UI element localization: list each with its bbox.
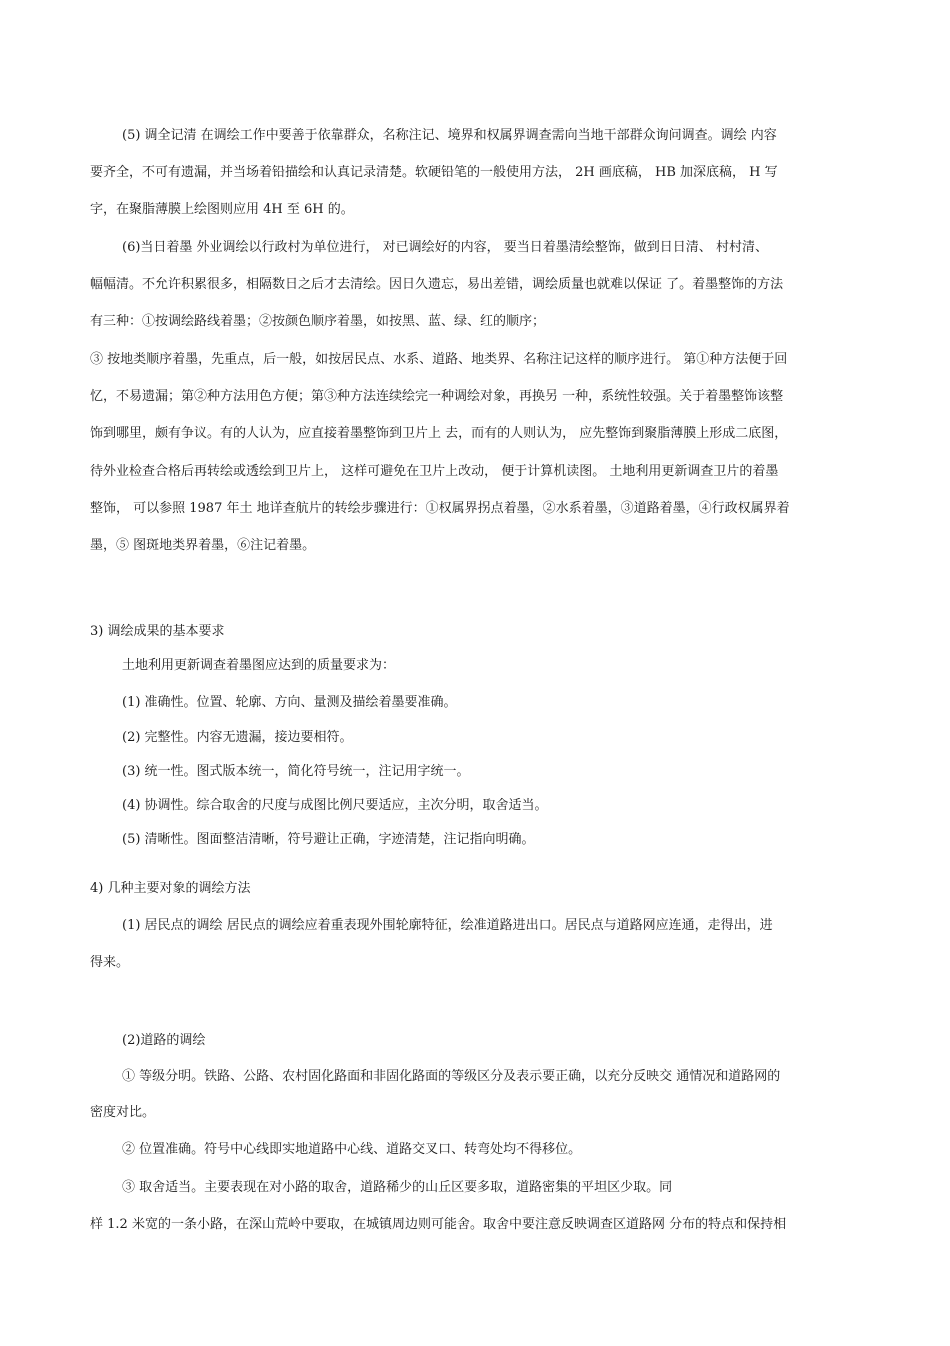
requirement-5: (5) 清晰性。图面整洁清晰，符号避让正确，字迹清楚，注记指向明确。 [122, 832, 535, 847]
paragraph-6-line-3: 有三种：①按调绘路线着墨；②按颜色顺序着墨，如按黑、蓝、绿、红的顺序； [90, 314, 546, 329]
section-3-intro: 土地利用更新调查着墨图应达到的质量要求为： [122, 658, 396, 673]
road-item-2: ② 位置准确。符号中心线即实地道路中心线、道路交叉口、转弯处均不得移位。 [122, 1142, 582, 1157]
paragraph-5-line-2: 要齐全，不可有遗漏，并当场着铅描绘和认真记录清楚。软硬铅笔的一般使用方法， 2H 画底稿， HB 加深底稿， H 写 [90, 165, 778, 180]
settlement-line-2: 得来。 [90, 955, 130, 970]
section-4-heading: 4) 几种主要对象的调绘方法 [90, 881, 251, 896]
paragraph-6-line-2: 幅幅清。不允许积累很多，相隔数日之后才去清绘。因日久遗忘，易出差错，调绘质量也就难以保证 了。着墨整饰的方法 [90, 277, 784, 292]
paragraph-6-line-7: 待外业检查合格后再转绘或透绘到卫片上， 这样可避免在卫片上改动， 便于计算机读图。 土地利用更新调查卫片的着墨 [90, 464, 779, 479]
paragraph-6-line-8: 整饰， 可以参照 1987 年土 地详查航片的转绘步骤进行：①权属界拐点着墨，②水系着墨，③道路着墨，④行政权属界着 [90, 501, 790, 516]
settlement-line-1: (1) 居民点的调绘 居民点的调绘应着重表现外围轮廓特征，绘准道路进出口。居民点与道路网应连通，走得出，进 [122, 918, 773, 933]
section-3-heading: 3) 调绘成果的基本要求 [90, 624, 225, 639]
road-item-1-line-1: ① 等级分明。铁路、公路、农村固化路面和非固化路面的等级区分及表示要正确，以充分反映交 通情况和道路网的 [122, 1069, 781, 1084]
road-item-3-line-2: 样 1.2 米宽的一条小路，在深山荒岭中要取，在城镇周边则可能舍。取舍中要注意反映调查区道路网 分布的特点和保持相 [90, 1217, 787, 1232]
paragraph-6-line-6: 饰到哪里，颇有争议。有的人认为，应直接着墨整饰到卫片上 去，而有的人则认为， 应先整饰到聚脂薄膜上形成二底图， [90, 426, 788, 441]
paragraph-6-line-1: (6)当日着墨 外业调绘以行政村为单位进行， 对已调绘好的内容， 要当日着墨清绘整饰，做到日日清、 村村清、 [122, 240, 768, 255]
requirement-1: (1) 准确性。位置、轮廓、方向、量测及描绘着墨要准确。 [122, 695, 457, 710]
paragraph-5-line-1: (5) 调全记清 在调绘工作中要善于依靠群众，名称注记、境界和权属界调查需向当地干部群众询问调查。调绘 内容 [122, 128, 777, 143]
paragraph-6-line-4: ③ 按地类顺序着墨，先重点，后一般，如按居民点、水系、道路、地类界、名称注记这样的顺序进行。 第①种方法便于回 [90, 352, 788, 367]
road-heading: (2)道路的调绘 [122, 1033, 206, 1048]
paragraph-5-line-3: 字，在聚脂薄膜上绘图则应用 4H 至 6H 的。 [90, 202, 354, 217]
requirement-3: (3) 统一性。图式版本统一，简化符号统一，注记用字统一。 [122, 764, 470, 779]
paragraph-6-line-5: 忆，不易遗漏；第②种方法用色方便；第③种方法连续绘完一种调绘对象，再换另 一种，系统性较强。关于着墨整饰该整 [90, 389, 784, 404]
requirement-4: (4) 协调性。综合取舍的尺度与成图比例尺要适应，主次分明，取舍适当。 [122, 798, 548, 813]
requirement-2: (2) 完整性。内容无遗漏，接边要相符。 [122, 730, 353, 745]
road-item-1-line-2: 密度对比。 [90, 1105, 156, 1120]
paragraph-6-line-9: 墨，⑤ 图斑地类界着墨，⑥注记着墨。 [90, 538, 316, 553]
road-item-3-line-1: ③ 取舍适当。主要表现在对小路的取舍，道路稀少的山丘区要多取，道路密集的平坦区少取。同 [122, 1180, 673, 1195]
